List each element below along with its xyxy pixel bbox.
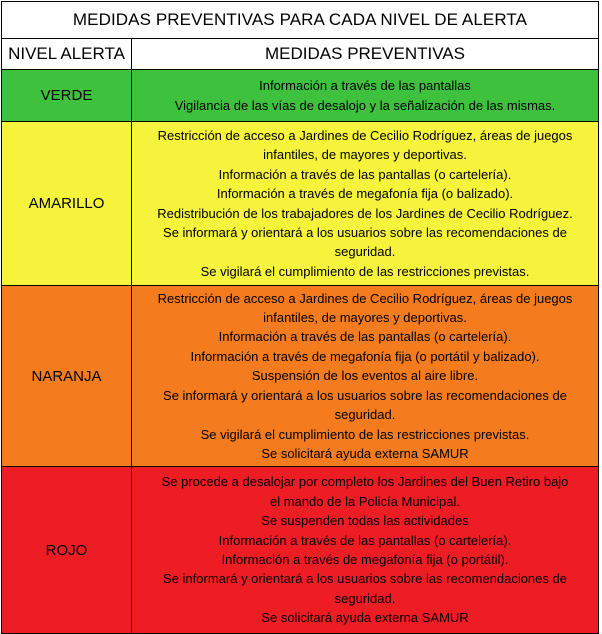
measure-line: Se informará y orientará a los usuarios sobre las recomendaciones de — [163, 224, 567, 240]
alert-measures-table — [1, 1, 599, 634]
measure-line: Información a través de megafonía fija (o portátil). — [221, 552, 509, 567]
measure-line: Se informará y orientará a los usuarios sobre las recomendaciones de — [163, 387, 567, 403]
measure-line: infantiles, de mayores y deportivas. — [263, 147, 467, 163]
level-verde: VERDE — [2, 70, 132, 122]
measure-line: Información a través de megafonía fija (o balizado). — [216, 186, 514, 202]
measure-line: Se informará y orientará a los usuarios sobre las recomendaciones de — [163, 571, 567, 587]
measure-line: Vigilancia de las vías de desalojo y la señalización de las mismas. — [174, 97, 556, 113]
measure-line: seguridad. — [334, 244, 396, 260]
measures-rojo — [132, 467, 599, 634]
header-level: NIVEL ALERTA — [2, 39, 132, 70]
measure-line: Suspensión de los eventos al aire libre. — [251, 368, 479, 384]
level-rojo: ROJO — [2, 467, 132, 634]
row-amarillo — [2, 122, 599, 286]
measure-line: seguridad. — [334, 407, 396, 423]
row-verde — [2, 70, 599, 122]
measure-line: Se vigilará el cumplimiento de las restricciones previstas. — [200, 426, 530, 442]
measures-amarillo — [132, 122, 599, 286]
measure-line: Información a través de las pantallas (o cartelería). — [218, 329, 512, 345]
measure-line: Restricción de acceso a Jardines de Cecilio Rodríguez, áreas de juegos — [157, 127, 573, 143]
measure-line: Se solicitará ayuda externa SAMUR — [261, 610, 469, 626]
measures-naranja — [132, 286, 599, 467]
measure-line: Restricción de acceso a Jardines de Cecilio Rodríguez, áreas de juegos — [157, 290, 573, 306]
measure-line: Se vigilará el cumplimiento de las restricciones previstas. — [200, 263, 530, 279]
measure-line: seguridad. — [334, 590, 396, 606]
measure-line: Se procede a desalojar por completo los Jardines del Buen Retiro bajo — [161, 474, 569, 490]
level-naranja: NARANJA — [2, 286, 132, 467]
measure-line: Información a través de las pantallas (o cartelería). — [218, 166, 512, 182]
measure-line: el mando de la Policía Municipal. — [269, 493, 461, 509]
measure-line: Información a través de las pantallas — [259, 78, 471, 94]
alert-measures-document — [1, 1, 601, 625]
measure-line: infantiles, de mayores y deportivas. — [263, 310, 467, 326]
row-naranja — [2, 286, 599, 467]
measures-verde — [132, 70, 599, 122]
measure-line: Información a través de megafonía fija (o portátil y balizado). — [190, 348, 540, 364]
measure-line: Se solicitará ayuda externa SAMUR — [261, 445, 469, 461]
measure-line: Se suspenden todas las actividades — [261, 513, 469, 529]
table-title: MEDIDAS PREVENTIVAS PARA CADA NIVEL DE ALERTA — [2, 2, 599, 39]
level-amarillo: AMARILLO — [2, 122, 132, 286]
measure-line: Información a través de las pantallas (o cartelería). — [218, 532, 512, 548]
measure-line: Redistribución de los trabajadores de los Jardines de Cecilio Rodríguez. — [157, 205, 573, 221]
header-measures: MEDIDAS PREVENTIVAS — [132, 39, 599, 70]
row-rojo — [2, 467, 599, 634]
